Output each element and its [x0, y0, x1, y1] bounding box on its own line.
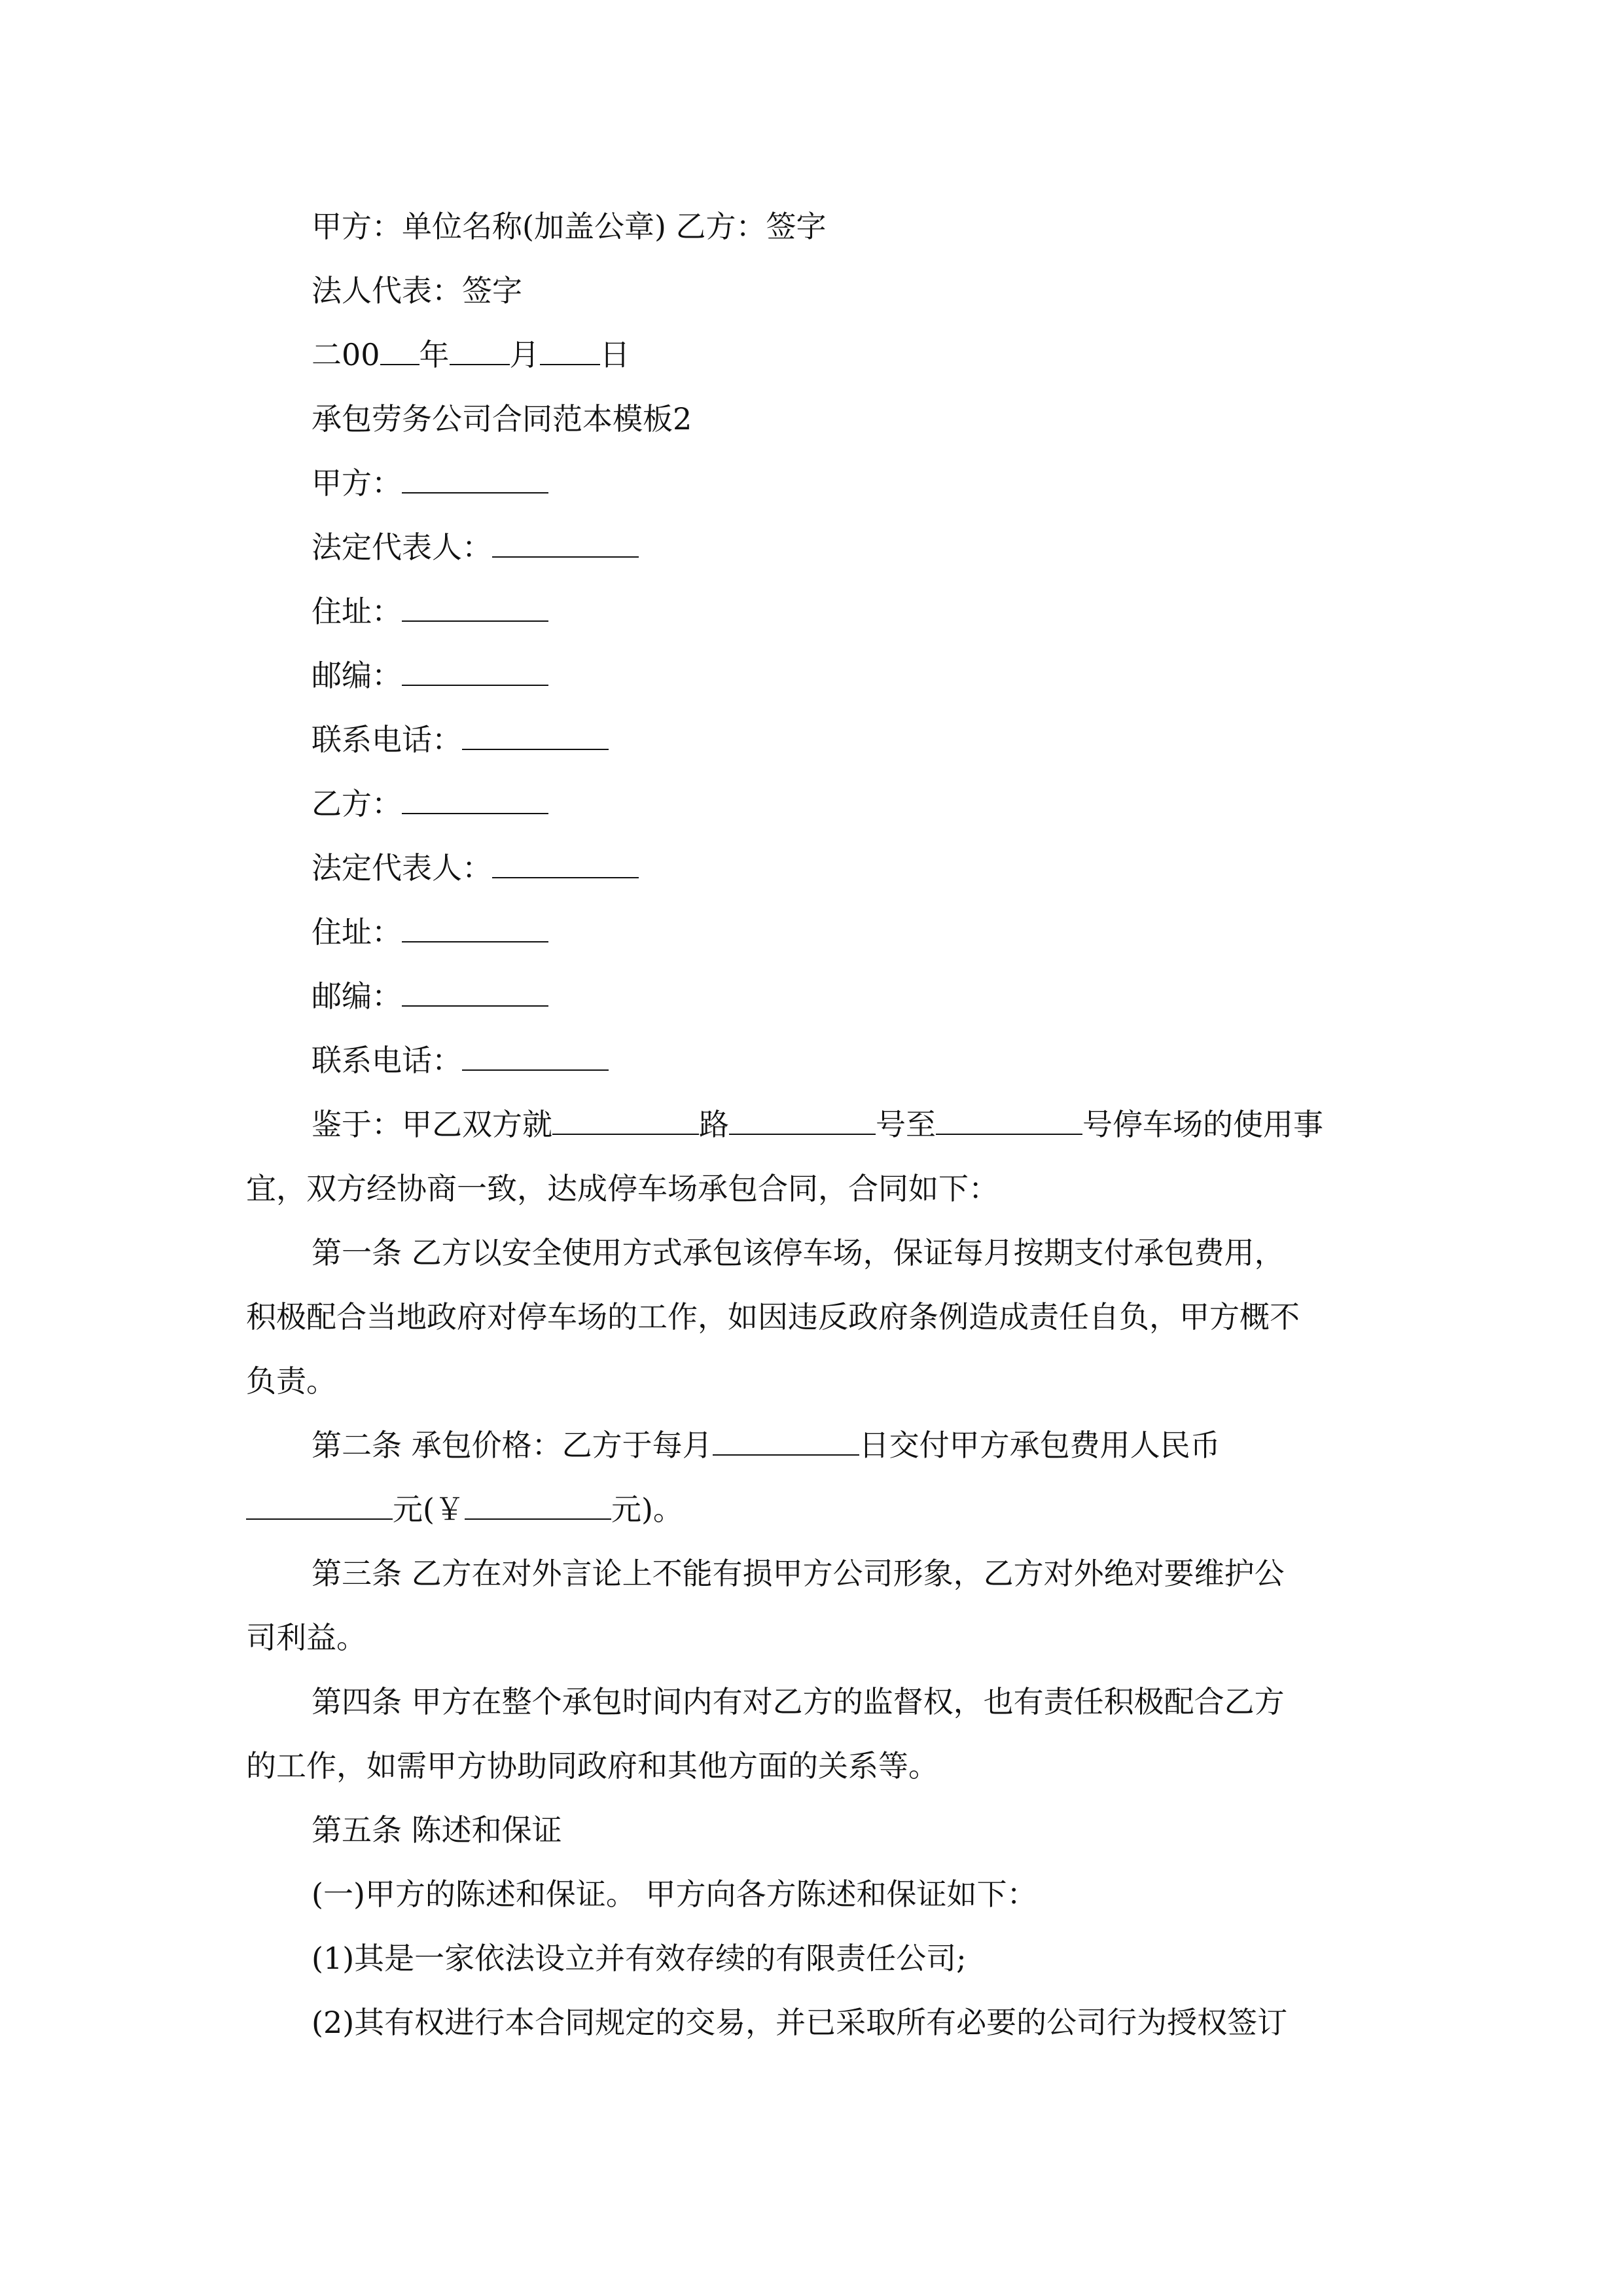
fill-blank	[936, 1107, 1082, 1135]
article-2-part-2: 日交付甲方承包费用人民币	[859, 1427, 1221, 1463]
party-b-name-label: 乙方：	[312, 786, 402, 821]
date-year: 年	[419, 337, 450, 372]
article-1-line-1: 第一条 乙方以安全使用方式承包该停车场，保证每月按期支付承包费用，	[312, 1235, 1285, 1270]
party-b-name-field	[312, 784, 548, 823]
article-5-title: 第五条 陈述和保证	[312, 1812, 562, 1848]
party-b-postcode-label: 邮编：	[312, 978, 402, 1014]
fill-blank	[402, 915, 548, 942]
party-a-postcode-field	[312, 656, 548, 695]
template-title: 承包劳务公司合同范本模板2	[312, 401, 692, 437]
article-4-line-2: 的工作，如需甲方协助同政府和其他方面的关系等。	[246, 1748, 938, 1784]
article-2-part-1: 第二条 承包价格：乙方于每月	[312, 1427, 713, 1463]
fill-blank	[492, 530, 639, 558]
date-day: 日	[599, 337, 630, 372]
fill-blank	[465, 1492, 611, 1520]
party-a-postcode-label: 邮编：	[312, 658, 402, 693]
fill-blank	[552, 1107, 699, 1135]
party-b-legal-rep-label: 法定代表人：	[312, 850, 492, 886]
party-b-phone-label: 联系电话：	[312, 1043, 462, 1078]
date-prefix: 二00	[312, 337, 380, 372]
date-month: 月	[509, 337, 540, 372]
fill-blank	[402, 658, 548, 686]
article-3-line-2: 司利益。	[246, 1620, 366, 1655]
article-5-section-1: (一)甲方的陈述和保证。 甲方向各方陈述和保证如下：	[312, 1876, 1037, 1912]
fill-blank	[402, 787, 548, 814]
signature-party-line: 甲方：单位名称(加盖公章) 乙方：签字	[312, 209, 827, 244]
party-a-phone-field	[312, 720, 609, 759]
article-5-item-2: (2)其有权进行本合同规定的交易，并已采取所有必要的公司行为授权签订	[312, 2005, 1288, 2040]
party-a-phone-label: 联系电话：	[312, 722, 462, 757]
party-b-postcode-field	[312, 977, 548, 1016]
article-1-line-2: 积极配合当地政府对停车场的工作，如因违反政府条例造成责任自负，甲方概不	[246, 1299, 1300, 1335]
party-a-legal-rep-label: 法定代表人：	[312, 529, 492, 565]
article-2-line-2	[246, 1490, 683, 1529]
preamble-part-2: 路	[699, 1107, 729, 1142]
signature-date-line	[312, 335, 630, 374]
article-2-line-1	[312, 1426, 1221, 1465]
fill-blank	[246, 1492, 393, 1520]
party-a-address-field	[312, 592, 548, 631]
fill-blank	[462, 1043, 609, 1071]
article-2-part-3: 元(￥	[393, 1492, 465, 1527]
article-2-part-4: 元)。	[611, 1492, 683, 1527]
preamble-part-3: 号至	[876, 1107, 936, 1142]
article-3-line-1: 第三条 乙方在对外言论上不能有损甲方公司形象，乙方对外绝对要维护公	[312, 1556, 1285, 1591]
party-b-phone-field	[312, 1041, 609, 1080]
article-4-line-1: 第四条 甲方在整个承包时间内有对乙方的监督权，也有责任积极配合乙方	[312, 1684, 1285, 1719]
fill-blank	[492, 851, 639, 878]
fill-blank	[402, 466, 548, 493]
preamble-line-2: 宜，双方经协商一致，达成停车场承包合同，合同如下：	[246, 1171, 999, 1206]
month-blank	[450, 338, 510, 365]
year-blank	[380, 338, 419, 365]
fill-blank	[402, 979, 548, 1007]
party-b-legal-rep-field	[312, 848, 639, 888]
article-1-line-3: 负责。	[246, 1363, 336, 1399]
preamble-line-1	[312, 1105, 1323, 1144]
fill-blank	[713, 1428, 859, 1456]
party-a-name-field	[312, 463, 548, 503]
party-b-address-field	[312, 912, 548, 952]
day-blank	[540, 338, 600, 365]
article-5-item-1: (1)其是一家依法设立并有效存续的有限责任公司;	[312, 1941, 967, 1976]
party-a-name-label: 甲方：	[312, 465, 402, 501]
party-a-legal-rep-field	[312, 528, 639, 567]
fill-blank	[462, 723, 609, 750]
preamble-part-1: 鉴于：甲乙双方就	[312, 1107, 552, 1142]
party-b-address-label: 住址：	[312, 914, 402, 950]
fill-blank	[729, 1107, 876, 1135]
signature-legal-rep-line: 法人代表：签字	[312, 273, 522, 308]
party-a-address-label: 住址：	[312, 594, 402, 629]
preamble-part-4: 号停车场的使用事	[1082, 1107, 1323, 1142]
fill-blank	[402, 594, 548, 622]
